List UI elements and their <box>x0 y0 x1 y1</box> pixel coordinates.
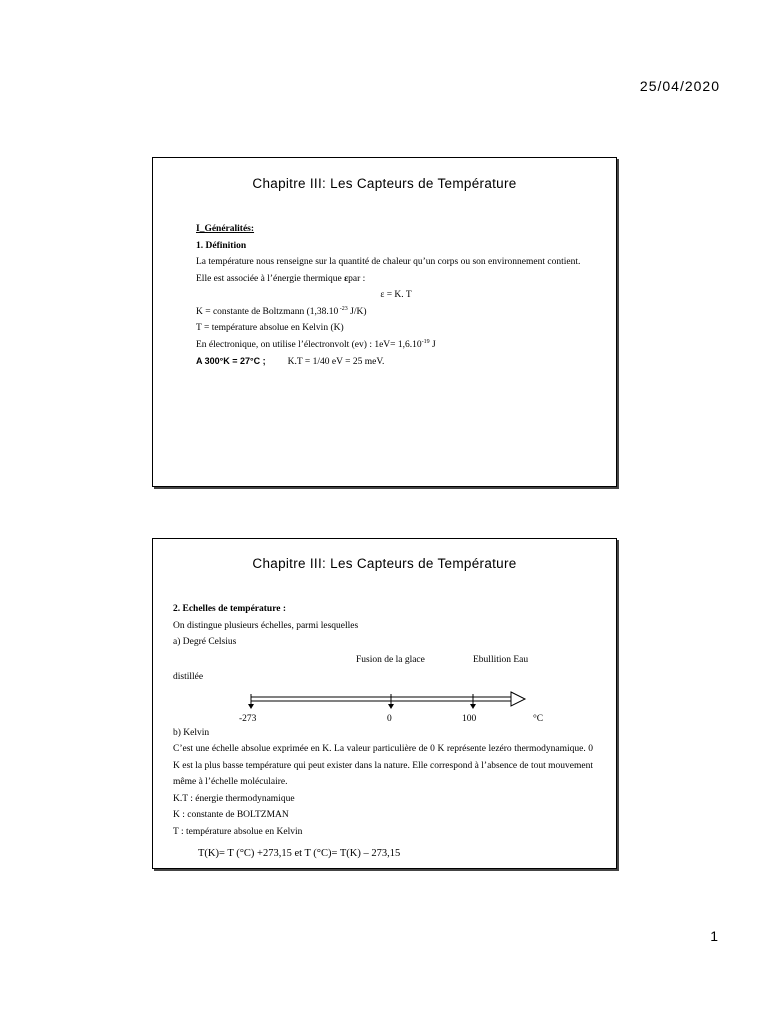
conversion-formula: T(K)= T (°C) +273,15 et T (°C)= T(K) – 273,15 <box>198 848 401 859</box>
kelvin-heading: b) Kelvin <box>173 727 210 738</box>
temperature-definition: T = température absolue en Kelvin (K) <box>196 323 344 333</box>
unit-label: °C <box>533 713 544 724</box>
kelvin-paragraph: C’est une échelle absolue exprimée en K. La valeur particulière de 0 K représente lezéro thermodynamique. 0 K est la plus basse température qui peut exister dans la nature. Elle correspond à l’absence de tout mouvement même à l’échelle moléculaire. <box>173 744 593 787</box>
slide-1 <box>152 157 617 487</box>
slide-title: Chapitre III: Les Capteurs de Température <box>252 176 517 191</box>
celsius-scale <box>173 651 593 713</box>
electronvolt-definition: En électronique, on utilise l’électronvolt (ev) : $1eV= 1,6.10^{-19}$ J <box>196 338 436 350</box>
section-heading: I_Généralités: <box>196 224 255 234</box>
celsius-heading: a) Degré Celsius <box>173 637 237 647</box>
header-date: 25/04/2020 <box>639 78 720 94</box>
ebullition-label: Ebullition Eau <box>473 654 529 665</box>
tick-label-100: 100 <box>462 713 477 724</box>
section-heading: 2. Echelles de température : <box>173 604 287 614</box>
slide-title: Chapitre III: Les Capteurs de Température <box>252 556 517 571</box>
epsilon-symbol: ε <box>344 273 349 284</box>
room-temperature-line: A 300°K = 27°C ; K.T = 1/40 eV = 25 meV. <box>196 356 385 367</box>
definition-paragraph: La température nous renseigne sur la quantité de chaleur qu’un corps ou son environnement contient. <box>196 257 581 267</box>
slide-body <box>173 601 593 863</box>
tick-label-0: 0 <box>387 713 392 724</box>
fusion-label: Fusion de la glace <box>356 654 425 665</box>
tick-label-minus-273: -273 <box>239 713 257 724</box>
intro-text: On distingue plusieurs échelles, parmi lesquelles <box>173 620 359 631</box>
distillee-label: distillée <box>173 671 204 682</box>
slide-2 <box>152 538 617 869</box>
slide-body <box>196 221 596 371</box>
scale-tick-labels <box>173 711 593 725</box>
energy-formula: ε = K. T <box>380 290 412 300</box>
kt-definition: K.T : énergie thermodynamique <box>173 793 295 804</box>
subsection-heading: 1. Définition <box>196 240 247 251</box>
boltzmann-definition: K = constante de Boltzmann (1,38.10 $^{-23}$ J/K) <box>196 305 367 317</box>
temperature-scale-arrow <box>173 684 593 712</box>
k-definition: K : constante de BOLTZMAN <box>173 810 289 820</box>
page-number: 1 <box>710 928 718 944</box>
energy-paragraph: Elle est associée à l’énergie thermique εpar : <box>196 273 366 284</box>
t-definition: T : température absolue en Kelvin <box>173 826 303 837</box>
